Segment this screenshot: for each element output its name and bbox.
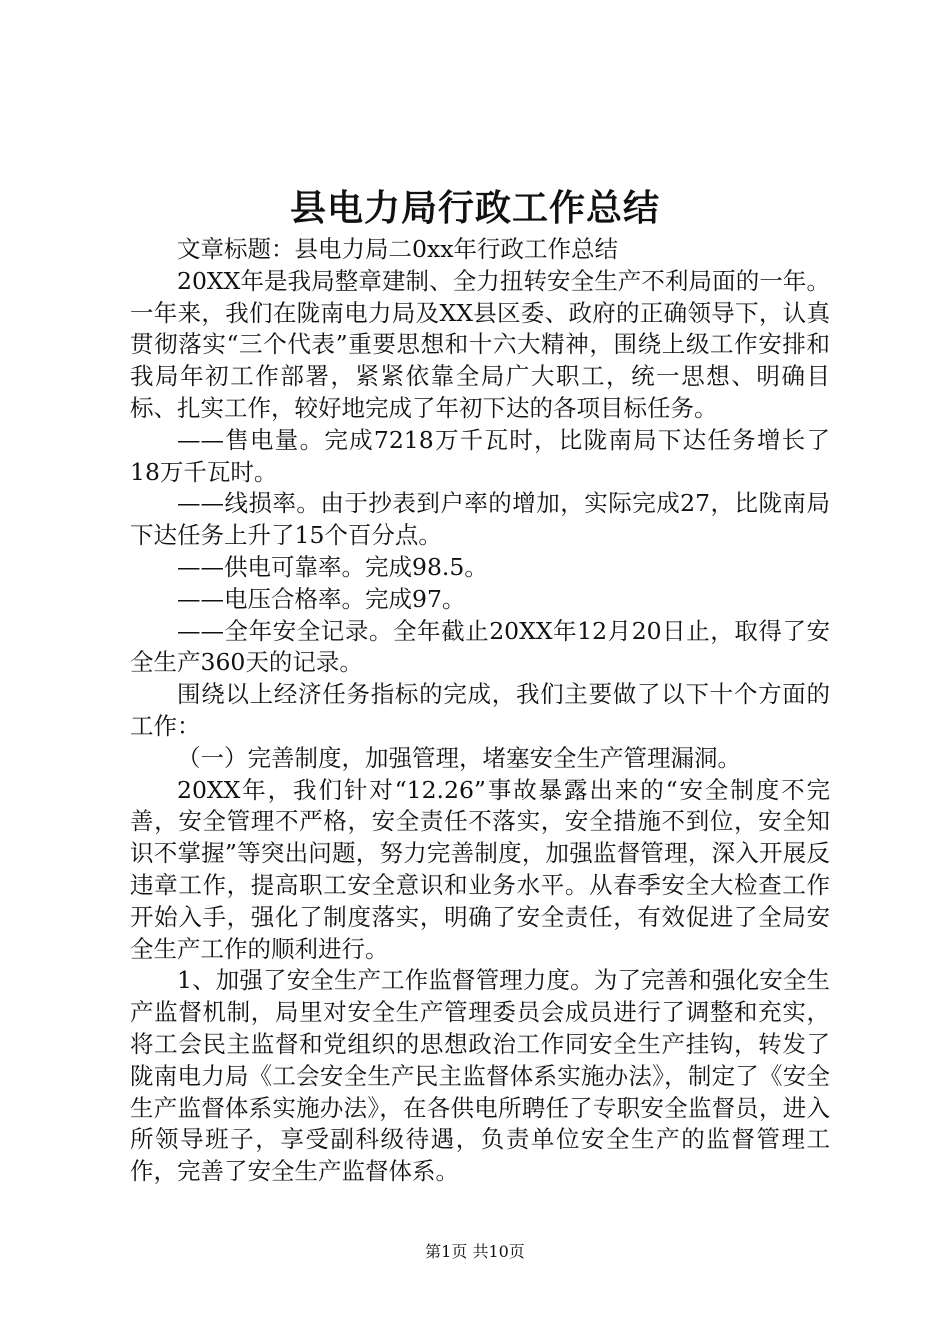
intro-paragraph: 20XX年是我局整章建制、全力扭转安全生产不利局面的一年。一年来，我们在陇南电力局及XX县区委、政府的正确领导下，认真贯彻落实“三个代表”重要思想和十六大精神，围绕上级工作安排和我局年初工作部署，紧紧依靠全局广大职工，统一思想、明确目标、扎实工作，较好地完成了年初下达的各项目标任务。	[130, 266, 830, 422]
ten-aspects-paragraph: 围绕以上经济任务指标的完成，我们主要做了以下十个方面的工作：	[130, 680, 830, 740]
voltage-item: ——电压合格率。完成97。	[177, 584, 466, 613]
document-body	[130, 234, 830, 1188]
article-title-line: 文章标题：县电力局二0xx年行政工作总结	[177, 235, 618, 263]
sales-item: ——售电量。完成7218万千瓦时，比陇南局下达任务增长了18万千瓦时。	[130, 425, 830, 486]
safety-record-item: ——全年安全记录。全年截止20XX年12月20日止，取得了安全生产360天的记录。	[130, 616, 830, 677]
line-loss-item: ——线损率。由于抄表到户率的增加，实际完成27，比陇南局下达任务上升了15个百分点。	[130, 489, 830, 550]
item-one-paragraph: 1、加强了安全生产工作监督管理力度。为了完善和强化安全生产监督机制，局里对安全生产管理委员会成员进行了调整和充实，将工会民主监督和党组织的思想政治工作同安全生产挂钩，转发了陇南电力局《工会安全生产民主监督体系实施办法》，制定了《安全生产监督体系实施办法》，在各供电所聘任了专职安全监督员，进入所领导班子，享受副科级待遇，负责单位安全生产的监督管理工作，完善了安全生产监督体系。	[130, 966, 830, 1186]
section-one-paragraph: 20XX年，我们针对“12.26”事故暴露出来的“安全制度不完善，安全管理不严格，安全责任不落实，安全措施不到位，安全知识不掌握”等突出问题，努力完善制度，加强监督管理，深入开展反违章工作，提高职工安全意识和业务水平。从春季安全大检查工作开始入手，强化了制度落实，明确了安全责任，有效促进了全局安全生产工作的顺利进行。	[130, 775, 830, 963]
document-title: 县电力局行政工作总结	[289, 187, 660, 229]
page-footer: 第1页 共10页	[425, 1242, 525, 1261]
section-heading-one: （一）完善制度，加强管理，堵塞安全生产管理漏洞。	[177, 743, 741, 772]
reliability-item: ——供电可靠率。完成98.5。	[177, 552, 488, 581]
